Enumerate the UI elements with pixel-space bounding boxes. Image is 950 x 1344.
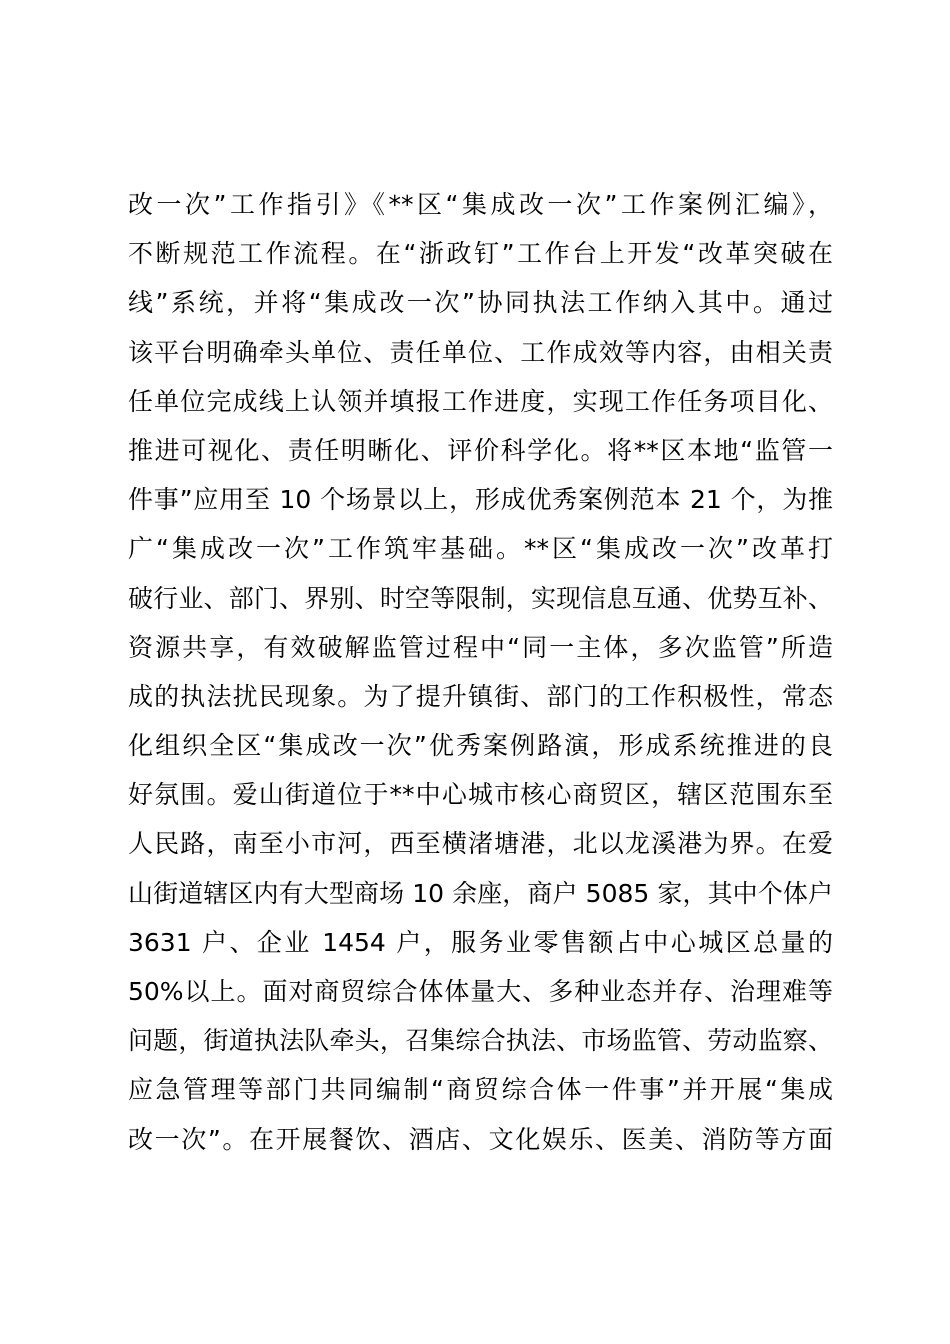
text-line: 任单位完成线上认领并填报工作进度，实现工作任务项目化、 xyxy=(128,386,833,416)
body-paragraph xyxy=(128,180,833,1164)
text-line: 件事”应用至 10 个场景以上，形成优秀案例范本 21 个，为推 xyxy=(128,485,833,515)
text-line: 该平台明确牵头单位、责任单位、工作成效等内容，由相关责 xyxy=(128,337,833,367)
text-line: 山街道辖区内有大型商场 10 余座，商户 5085 家，其中个体户 xyxy=(128,878,833,908)
text-line: 广“集成改一次”工作筑牢基础。**区“集成改一次”改革打 xyxy=(128,534,833,564)
text-line: 50%以上。面对商贸综合体体量大、多种业态并存、治理难等 xyxy=(128,977,833,1006)
text-line: 资源共享，有效破解监管过程中“同一主体，多次监管”所造 xyxy=(128,632,833,662)
text-line: 问题，街道执法队牵头，召集综合执法、市场监管、劳动监察、 xyxy=(128,1026,833,1056)
text-line: 改一次”。在开展餐饮、酒店、文化娱乐、医美、消防等方面 xyxy=(128,1124,833,1154)
text-line: 应急管理等部门共同编制“商贸综合体一件事”并开展“集成 xyxy=(128,1075,833,1105)
text-line: 线”系统，并将“集成改一次”协同执法工作纳入其中。通过 xyxy=(128,288,833,318)
text-line: 成的执法扰民现象。为了提升镇街、部门的工作积极性，常态 xyxy=(128,681,833,711)
text-line: 3631 户、企业 1454 户，服务业零售额占中心城区总量的 xyxy=(128,927,833,957)
text-line: 不断规范工作流程。在“浙政钉”工作台上开发“改革突破在 xyxy=(128,239,833,269)
text-line: 好氛围。爱山街道位于**中心城市核心商贸区，辖区范围东至 xyxy=(128,780,833,810)
text-line: 改一次”工作指引》《**区“集成改一次”工作案例汇编》， xyxy=(128,190,833,219)
text-line: 破行业、部门、界别、时空等限制，实现信息互通、优势互补、 xyxy=(128,583,833,613)
text-line: 化组织全区“集成改一次”优秀案例路演，形成系统推进的良 xyxy=(128,731,833,761)
text-line: 推进可视化、责任明晰化、评价科学化。将**区本地“监管一 xyxy=(128,435,833,465)
text-line: 人民路，南至小市河，西至横渚塘港，北以龙溪港为界。在爱 xyxy=(128,829,833,859)
